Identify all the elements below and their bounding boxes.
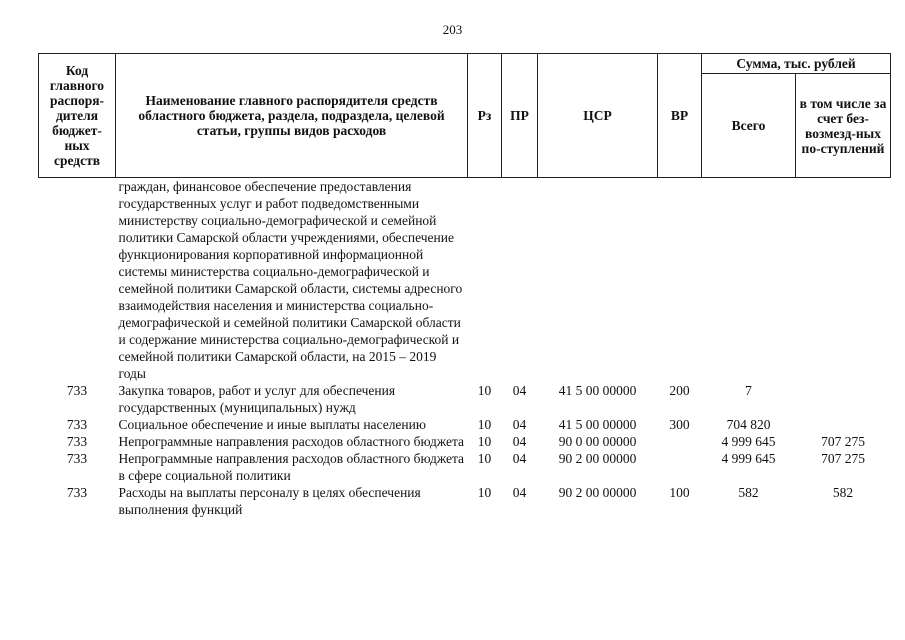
cell-rz: 10 xyxy=(477,451,492,466)
cell-code: 733 xyxy=(66,383,88,398)
cell-csr: 90 2 00 00000 xyxy=(558,451,637,466)
cell-pr: 04 xyxy=(512,451,527,466)
cell-name: Непрограммные направления расходов областного бюджета в сфере социальной политики xyxy=(118,451,465,483)
cell-rz: 10 xyxy=(477,383,492,398)
cell-vr xyxy=(658,433,702,450)
cell-pr: 04 xyxy=(512,485,527,500)
cell-free: 582 xyxy=(832,485,854,500)
cell-pr: 04 xyxy=(512,417,527,432)
cell-code: 733 xyxy=(66,485,88,500)
header-sum: Сумма, тыс. рублей xyxy=(702,54,891,74)
cell-vr: 200 xyxy=(669,383,690,398)
cell-csr: 90 2 00 00000 xyxy=(558,485,637,500)
cell-code: 733 xyxy=(66,451,88,466)
cell-pr: 04 xyxy=(512,434,527,449)
cell-csr: 41 5 00 00000 xyxy=(558,383,637,398)
cell-total: 704 820 xyxy=(726,417,771,432)
cell-csr: 90 0 00 00000 xyxy=(558,434,637,449)
cell-rz: 10 xyxy=(477,417,492,432)
budget-table xyxy=(38,53,891,518)
header-csr: ЦСР xyxy=(538,54,658,178)
cell-csr: 41 5 00 00000 xyxy=(558,417,637,432)
header-pr: ПР xyxy=(502,54,538,178)
table-row xyxy=(39,416,891,433)
cell-rz: 10 xyxy=(477,434,492,449)
cell-name: Непрограммные направления расходов областного бюджета xyxy=(118,434,465,449)
cell-total: 4 999 645 xyxy=(721,451,776,466)
cell-vr: 100 xyxy=(669,485,690,500)
cell-total: 4 999 645 xyxy=(721,434,776,449)
table-row xyxy=(39,433,891,450)
cell-total: 582 xyxy=(738,485,759,500)
header-vr: ВР xyxy=(658,54,702,178)
cell-free xyxy=(796,382,891,416)
header-total: Всего xyxy=(702,74,796,178)
cell-name: Социальное обеспечение и иные выплаты населению xyxy=(118,417,426,432)
cell-rz: 10 xyxy=(477,485,492,500)
table-row xyxy=(39,450,891,484)
cell-name: Расходы на выплаты персоналу в целях обеспечения выполнения функций xyxy=(118,485,421,517)
continuation-row xyxy=(39,178,891,383)
cell-free xyxy=(796,416,891,433)
cell-vr xyxy=(658,450,702,484)
page-number: 203 xyxy=(442,22,463,37)
cell-code: 733 xyxy=(66,434,88,449)
cell-pr: 04 xyxy=(512,383,527,398)
header-code: Код главного распоря-дителя бюджет-ных средств xyxy=(39,54,116,178)
continuation-text: граждан, финансовое обеспечение предоставления государственных услуг и работ подведомственными министерству социально-демографической и семейной политики Самарской области учреждениями, обеспечение функционирования корпоративной информационной системы министерства социально-демографической и семейной политики Самарской области, системы адресного взаимодействия населения и министерства социально-демографической и семейной политики Самарской области и содержание министерства социально-демографической и семейной политики Самарской области, на 2015 – 2019 годы xyxy=(118,179,463,381)
cell-vr: 300 xyxy=(669,417,690,432)
header-free: в том числе за счет без-возмезд-ных по-ступлений xyxy=(796,74,891,178)
cell-free: 707 275 xyxy=(821,434,865,449)
header-name: Наименование главного распорядителя средств областного бюджета, раздела, подраздела, целевой статьи, группы видов расходов xyxy=(116,54,468,178)
cell-name: Закупка товаров, работ и услуг для обеспечения государственных (муниципальных) нужд xyxy=(118,383,396,415)
table-row xyxy=(39,484,891,518)
table-row xyxy=(39,382,891,416)
cell-total: 7 xyxy=(745,383,752,398)
cell-free: 707 275 xyxy=(821,451,865,466)
header-rz: Рз xyxy=(468,54,502,178)
cell-code: 733 xyxy=(66,417,88,432)
